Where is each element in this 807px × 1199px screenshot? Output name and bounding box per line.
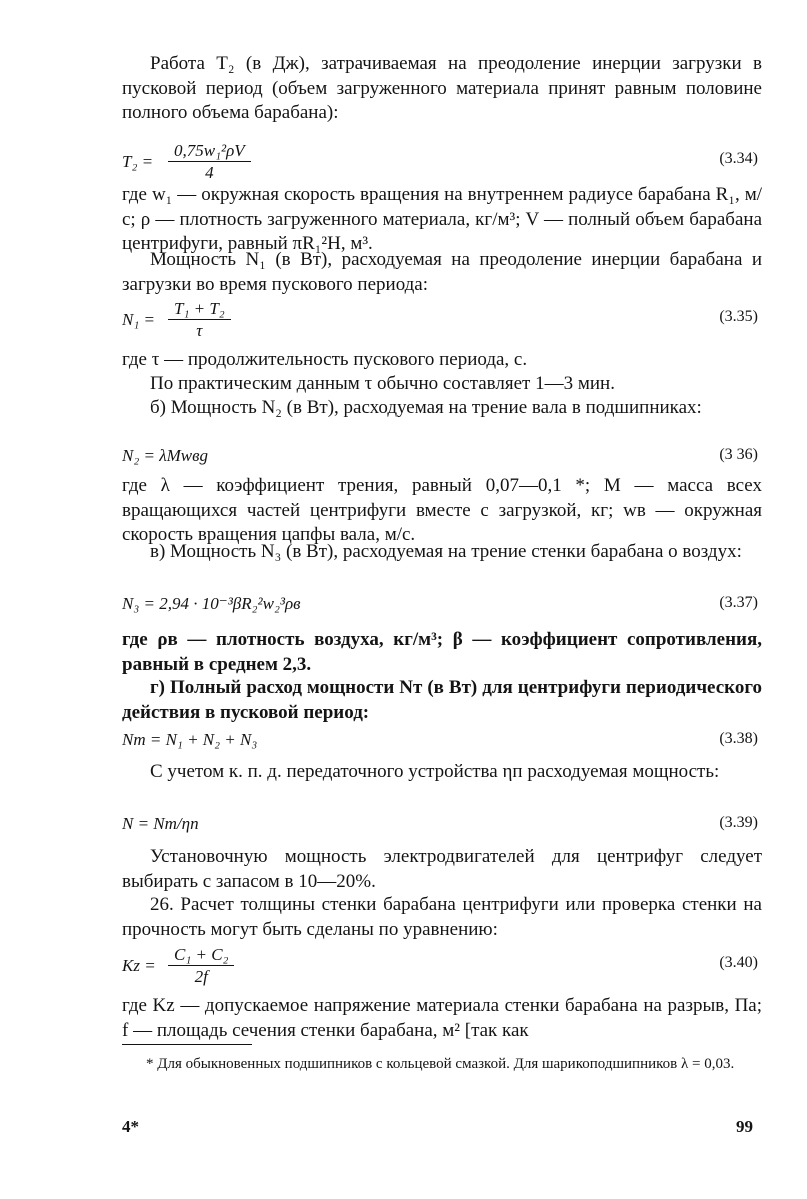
equation-number: (3.40) bbox=[719, 954, 758, 971]
formula-lhs: T₂ = bbox=[122, 152, 154, 171]
equation-number: (3 36) bbox=[719, 446, 758, 463]
signature-mark: 4* bbox=[122, 1117, 139, 1136]
paragraph-wall-thickness: 26. Расчет толщины стенки барабана центрифуги или проверка стенки на прочность могут быть сделаны по уравнению: bbox=[122, 894, 762, 940]
formula-expression: N₃ = 2,94 · 10⁻³βR₂²w₂³ρв bbox=[122, 594, 301, 613]
paragraph-practical-data: По практическим данным τ обычно составляет 1—3 мин. bbox=[150, 373, 615, 394]
formula-expression: Nт = N₁ + N₂ + N₃ bbox=[122, 730, 258, 749]
formula-3-37 bbox=[122, 584, 762, 628]
formula-lhs: Kz = bbox=[122, 956, 156, 975]
paragraph-efficiency: С учетом к. п. д. передаточного устройства ηп расходуемая мощность: bbox=[150, 761, 720, 782]
formula-lhs: N₁ = bbox=[122, 310, 155, 329]
footnote: * Для обыкновенных подшипников с кольцевой смазкой. Для шарикоподшипников λ = 0,03. bbox=[146, 1056, 735, 1072]
formula-numerator: C₁ + C₂ bbox=[168, 944, 234, 966]
formula-expression: N = Nт/ηп bbox=[122, 814, 199, 833]
formula-3-35 bbox=[122, 298, 762, 342]
formula-denominator: 2f bbox=[194, 967, 208, 986]
page-number: 99 bbox=[736, 1117, 753, 1136]
paragraph-power-n1: Мощность N₁ (в Вт), расходуемая на преодоление инерции барабана и загрузки во время пускового периода: bbox=[122, 249, 762, 295]
paragraph-where-lambda: где λ — коэффициент трения, равный 0,07—0,1 *; M — масса всех вращающихся частей центрифуги вместе с загрузкой, кг; wв — окружная скорость вращения цапфы вала, м/с. bbox=[122, 475, 762, 545]
paragraph-where-tau: где τ — продолжительность пускового периода, с. bbox=[122, 349, 528, 370]
formula-numerator: T₁ + T₂ bbox=[168, 298, 231, 320]
equation-number: (3.37) bbox=[719, 594, 758, 611]
paragraph-where-kz: где Kz — допускаемое напряжение материала стенки барабана на разрыв, Па; f — площадь сечения стенки барабана, м² [так как bbox=[122, 995, 762, 1041]
paragraph-power-n2: б) Мощность N₂ (в Вт), расходуемая на трение вала в подшипниках: bbox=[150, 397, 702, 418]
formula-3-38 bbox=[122, 720, 762, 764]
paragraph-total-power: г) Полный расход мощности Nт (в Вт) для центрифуги периодического действия в пусковой период: bbox=[122, 677, 762, 723]
equation-number: (3.35) bbox=[719, 308, 758, 325]
formula-3-34 bbox=[122, 140, 762, 184]
paragraph-where-w1: где w₁ — окружная скорость вращения на внутреннем радиусе барабана R₁, м/с; ρ — плотность загруженного материала, кг/м³; V — полный объем барабана центрифуги, равный πR₁²H, м³. bbox=[122, 184, 762, 254]
equation-number: (3.39) bbox=[719, 814, 758, 831]
formula-3-40 bbox=[122, 944, 762, 988]
formula-denominator: 4 bbox=[205, 163, 214, 182]
paragraph-work-t2: Работа T₂ (в Дж), затрачиваемая на преодоление инерции загрузки в пусковой период (объем загруженного материала принят равным половине полного объема барабана): bbox=[122, 53, 762, 123]
paragraph-installed-power: Установочную мощность электродвигателей для центрифуг следует выбирать с запасом в 10—20%. bbox=[122, 846, 762, 892]
paragraph-power-n3: в) Мощность N₃ (в Вт), расходуемая на трение стенки барабана о воздух: bbox=[150, 541, 742, 562]
formula-3-39 bbox=[122, 804, 762, 848]
paragraph-where-rho-air: где ρв — плотность воздуха, кг/м³; β — коэффициент сопротивления, равный в среднем 2,3. bbox=[122, 629, 762, 675]
equation-number: (3.38) bbox=[719, 730, 758, 747]
formula-fraction bbox=[168, 298, 231, 341]
formula-numerator: 0,75w₁²ρV bbox=[168, 140, 251, 162]
formula-expression: N₂ = λMwвg bbox=[122, 446, 208, 465]
equation-number: (3.34) bbox=[719, 150, 758, 167]
formula-denominator: τ bbox=[196, 321, 203, 340]
footnote-divider bbox=[122, 1044, 252, 1045]
formula-fraction bbox=[168, 944, 234, 987]
formula-fraction bbox=[168, 140, 251, 183]
